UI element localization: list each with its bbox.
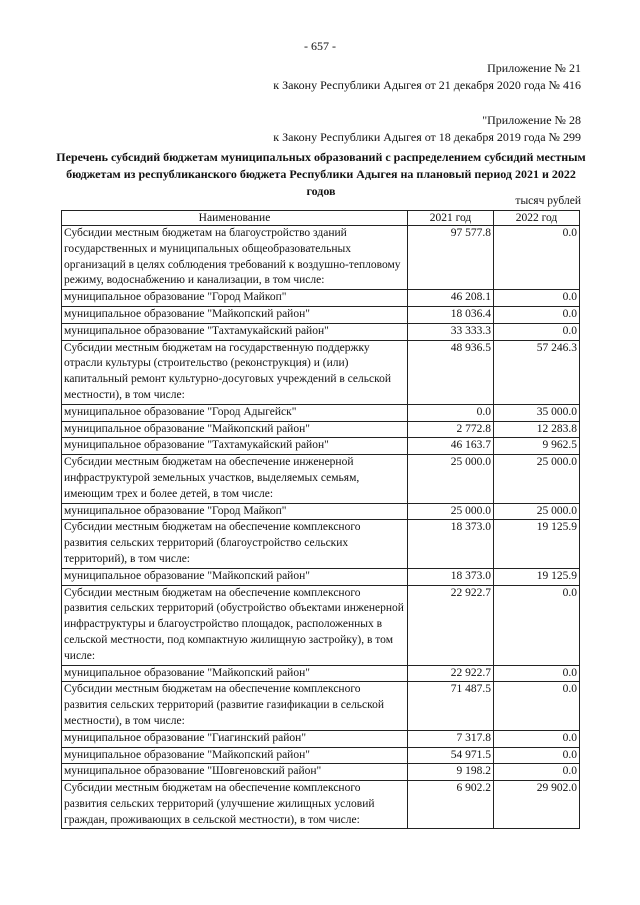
table-row xyxy=(62,568,580,585)
table-row xyxy=(62,585,580,665)
cell-2022: 19 125.9 xyxy=(494,520,580,568)
cell-2021: 6 902.2 xyxy=(408,781,494,829)
units-label: тысяч рублей xyxy=(515,195,581,207)
page-number: - 657 - xyxy=(304,39,336,53)
cell-2022: 9 962.5 xyxy=(494,438,580,455)
cell-2022: 12 283.8 xyxy=(494,421,580,438)
cell-2021: 9 198.2 xyxy=(408,764,494,781)
cell-2021: 97 577.8 xyxy=(408,226,494,290)
cell-2022: 0.0 xyxy=(494,747,580,764)
cell-name: муниципальное образование "Майкопский район" xyxy=(62,568,408,585)
table-row xyxy=(62,340,580,404)
table-row xyxy=(62,503,580,520)
cell-2022: 0.0 xyxy=(494,226,580,290)
appendix-original xyxy=(273,112,581,146)
table-row xyxy=(62,421,580,438)
cell-2021: 22 922.7 xyxy=(408,585,494,665)
cell-2022: 0.0 xyxy=(494,585,580,665)
table-row xyxy=(62,455,580,503)
cell-name: муниципальное образование "Тахтамукайский район" xyxy=(62,323,408,340)
cell-name: муниципальное образование "Майкопский район" xyxy=(62,306,408,323)
cell-name: Субсидии местным бюджетам на обеспечение комплексного развития сельских территорий (улучшение жилищных условий граждан, проживающих в сельской местности), в том числе: xyxy=(62,781,408,829)
cell-2022: 0.0 xyxy=(494,682,580,730)
cell-2021: 25 000.0 xyxy=(408,503,494,520)
document-title: Перечень субсидий бюджетам муниципальных образований с распределением субсидий местным бюджетам из республиканского бюджета Республики Адыгея на плановый период 2021 и 2022 годов xyxy=(56,150,586,198)
cell-2021: 71 487.5 xyxy=(408,682,494,730)
cell-2021: 46 163.7 xyxy=(408,438,494,455)
cell-2021: 22 922.7 xyxy=(408,665,494,682)
table-body xyxy=(62,226,580,829)
cell-2021: 18 373.0 xyxy=(408,520,494,568)
table-row xyxy=(62,290,580,307)
table-header-row xyxy=(62,211,580,226)
appendix-current xyxy=(273,60,581,94)
cell-2022: 25 000.0 xyxy=(494,455,580,503)
header-name: Наименование xyxy=(62,211,408,226)
header-2022: 2022 год xyxy=(494,211,580,226)
table-row xyxy=(62,226,580,290)
header-2021: 2021 год xyxy=(408,211,494,226)
cell-2021: 46 208.1 xyxy=(408,290,494,307)
cell-name: Субсидии местным бюджетам на обеспечение комплексного развития сельских территорий (обустройство объектами инженерной инфраструктуры и благоустройство площадок, расположенных в сельской местности, под компактную жилищную застройку), в том числе: xyxy=(62,585,408,665)
appendix-current-number: Приложение № 21 xyxy=(487,61,581,75)
table-row xyxy=(62,730,580,747)
table-row xyxy=(62,404,580,421)
cell-2022: 35 000.0 xyxy=(494,404,580,421)
cell-2022: 0.0 xyxy=(494,323,580,340)
cell-name: муниципальное образование "Город Майкоп" xyxy=(62,290,408,307)
cell-name: муниципальное образование "Тахтамукайский район" xyxy=(62,438,408,455)
appendix-original-number: "Приложение № 28 xyxy=(482,113,581,127)
cell-2022: 0.0 xyxy=(494,290,580,307)
cell-2021: 54 971.5 xyxy=(408,747,494,764)
table-row xyxy=(62,306,580,323)
cell-name: Субсидии местным бюджетам на благоустройство зданий государственных и муниципальных общеобразовательных организаций в целях соблюдения требований к воздушно-тепловому режиму, водоснабжению и канализации, в том числе: xyxy=(62,226,408,290)
cell-name: муниципальное образование "Гиагинский район" xyxy=(62,730,408,747)
table-row xyxy=(62,747,580,764)
cell-name: муниципальное образование "Майкопский район" xyxy=(62,747,408,764)
cell-2022: 0.0 xyxy=(494,730,580,747)
cell-name: Субсидии местным бюджетам на государственную поддержку отрасли культуры (строительство (реконструкция) и (или) капитальный ремонт культурно-досуговых учреждений в сельской местности), в том числе: xyxy=(62,340,408,404)
cell-2022: 0.0 xyxy=(494,306,580,323)
table-row xyxy=(62,764,580,781)
cell-name: Субсидии местным бюджетам на обеспечение комплексного развития сельских территорий (благоустройство сельских территорий), в том числе: xyxy=(62,520,408,568)
cell-2022: 57 246.3 xyxy=(494,340,580,404)
cell-name: Субсидии местным бюджетам на обеспечение инженерной инфраструктурой земельных участков, выделяемых семьям, имеющим трех и более детей, в том числе: xyxy=(62,455,408,503)
subsidies-table xyxy=(61,210,580,829)
cell-2022: 0.0 xyxy=(494,764,580,781)
cell-2022: 19 125.9 xyxy=(494,568,580,585)
cell-2021: 25 000.0 xyxy=(408,455,494,503)
cell-2021: 18 373.0 xyxy=(408,568,494,585)
appendix-current-law: к Закону Республики Адыгея от 21 декабря 2020 года № 416 xyxy=(273,78,581,92)
cell-2021: 18 036.4 xyxy=(408,306,494,323)
cell-name: муниципальное образование "Город Майкоп" xyxy=(62,503,408,520)
cell-2021: 33 333.3 xyxy=(408,323,494,340)
cell-name: Субсидии местным бюджетам на обеспечение комплексного развития сельских территорий (развитие газификации в сельской местности), в том числе: xyxy=(62,682,408,730)
cell-2021: 7 317.8 xyxy=(408,730,494,747)
table-row xyxy=(62,781,580,829)
cell-name: муниципальное образование "Город Адыгейск" xyxy=(62,404,408,421)
cell-2022: 25 000.0 xyxy=(494,503,580,520)
appendix-original-law: к Закону Республики Адыгея от 18 декабря 2019 года № 299 xyxy=(273,130,581,144)
table-row xyxy=(62,665,580,682)
cell-2021: 2 772.8 xyxy=(408,421,494,438)
table-row xyxy=(62,682,580,730)
table-row xyxy=(62,520,580,568)
table-row xyxy=(62,438,580,455)
cell-name: муниципальное образование "Майкопский район" xyxy=(62,421,408,438)
cell-name: муниципальное образование "Майкопский район" xyxy=(62,665,408,682)
cell-2021: 48 936.5 xyxy=(408,340,494,404)
cell-2021: 0.0 xyxy=(408,404,494,421)
table-row xyxy=(62,323,580,340)
cell-2022: 29 902.0 xyxy=(494,781,580,829)
cell-2022: 0.0 xyxy=(494,665,580,682)
cell-name: муниципальное образование "Шовгеновский район" xyxy=(62,764,408,781)
